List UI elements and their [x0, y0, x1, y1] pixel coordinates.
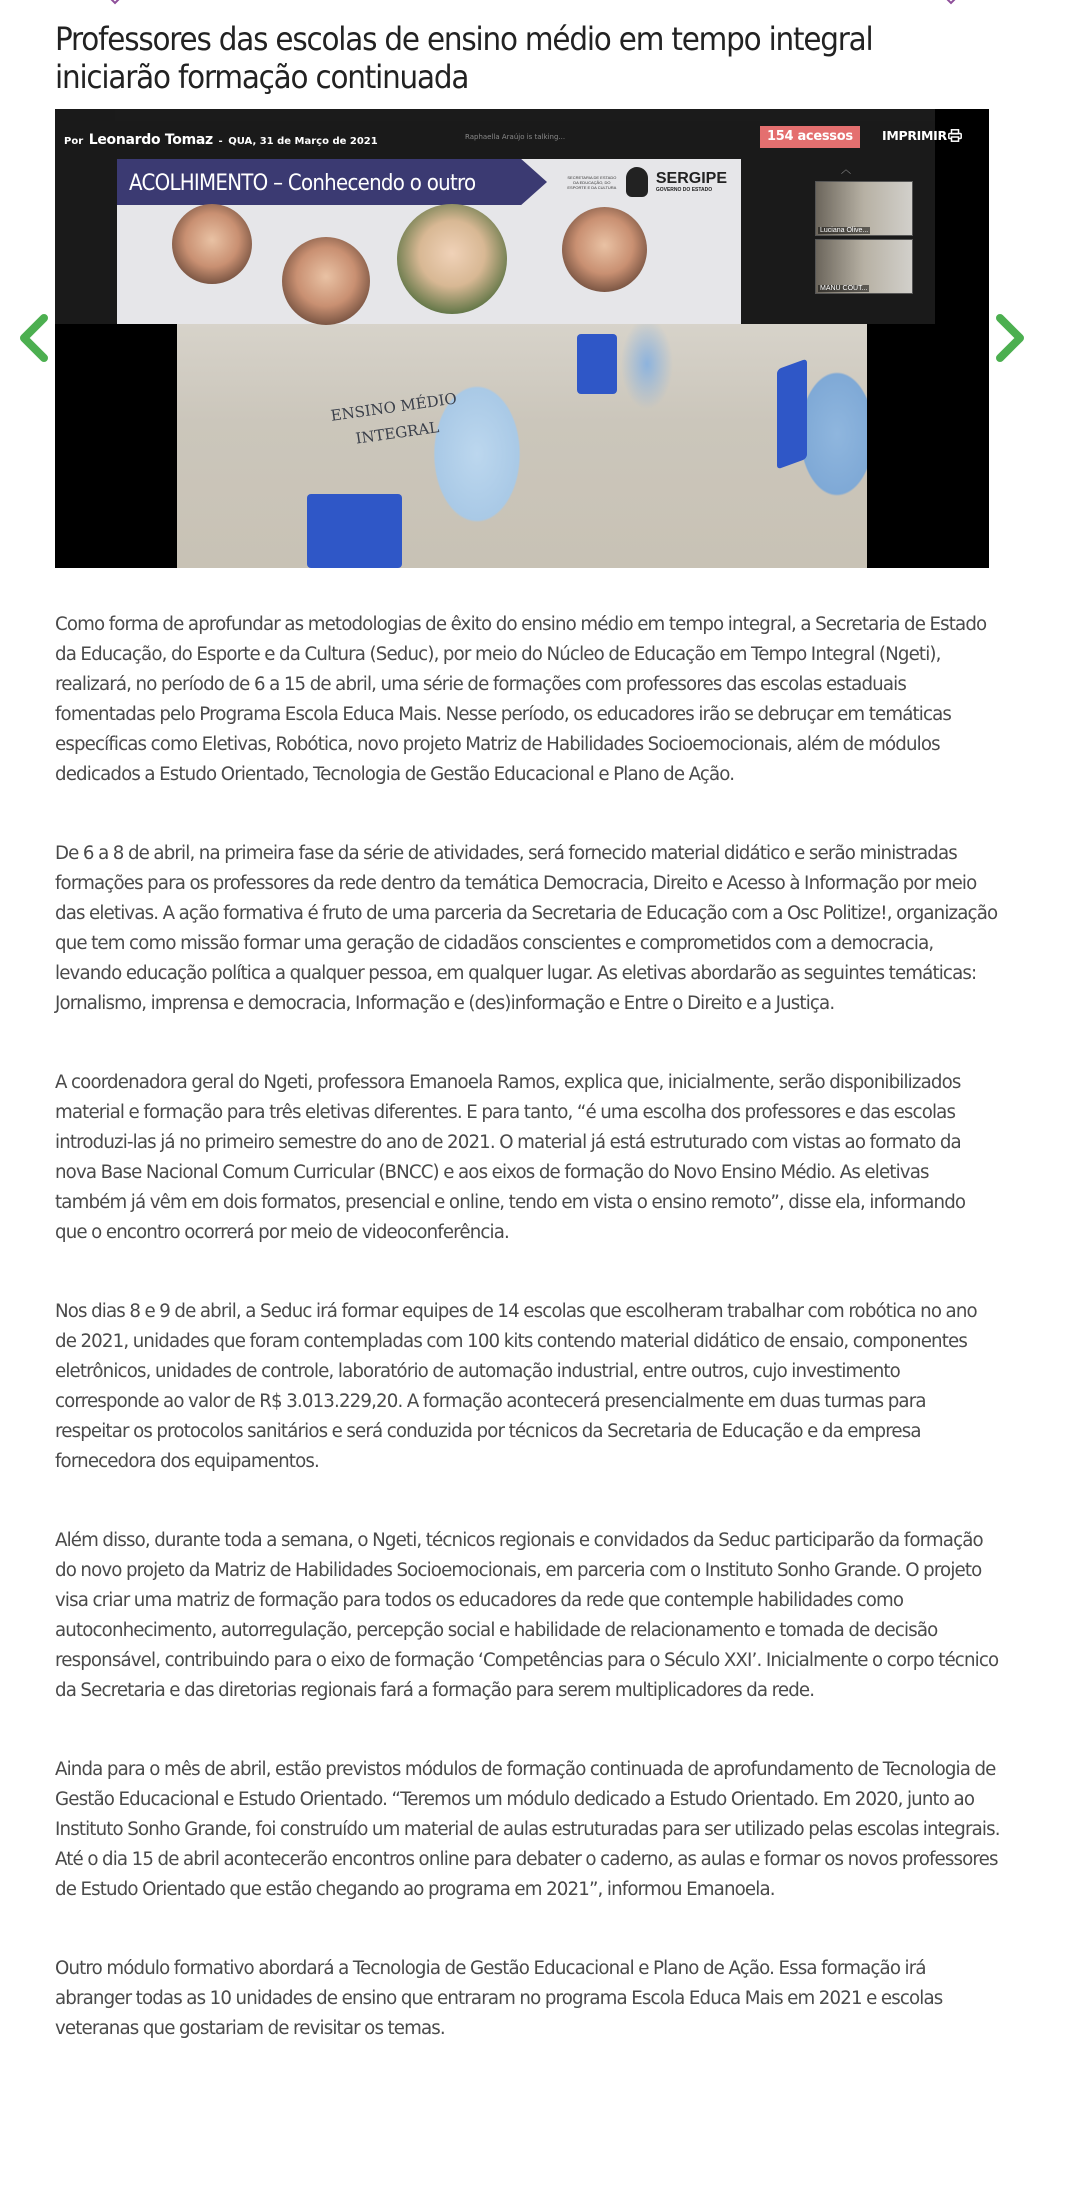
participant-photo — [282, 237, 370, 325]
article-paragraph: Ainda para o mês de abril, estão previstos módulos de formação continuada de aprofundamento de Tecnologia de Gestão Educacional e Estudo Orientado. “Teremos um módulo dedicado a Estudo Orientado. Em 2020, junto ao Instituto Sonho Grande, foi construído um material de aulas estruturadas para ser utilizado pelas escolas integrais. Até o dia 15 de abril acontecerão encontros online para debater o caderno, as aulas e formar os novos professores de Estudo Orientado que estão chegando ao programa em 2021”, informou Emanoela. — [55, 1759, 1000, 1900]
gallery-prev-button[interactable] — [16, 312, 50, 368]
views-badge: 154 acessos — [760, 126, 860, 148]
sergipe-logo: SECRETARIA DE ESTADO DA EDUCAÇÃO, DO ESPORTE E DA CULTURA SERGIPE GOVERNO DO ESTADO — [566, 167, 727, 197]
author-name[interactable]: Leonardo Tomaz — [88, 132, 213, 148]
shirt-text: ENSINO MÉDIO INTEGRAL — [329, 389, 458, 448]
printer-icon — [948, 129, 962, 142]
chevron-left-icon — [16, 312, 50, 368]
article-paragraph: A coordenadora geral do Ngeti, professora Emanoela Ramos, explica que, inicialmente, serão disponibilizados material e formação para três eletivas diferentes. E para tanto, “é uma escolha dos professores e das escolas introduzi-las já no primeiro semestre do ano de 2021. O material já está estruturado com vistas ao formato da nova Base Nacional Comum Curricular (BNCC) e aos eixos de formação do Novo Ensino Médio. As eletivas também já vêm em dois formatos, presencial e online, tendo em vista o ensino remoto”, disse ela, informando que o encontro ocorrerá por meio de videoconferência. — [55, 1072, 966, 1243]
gallery-next-button[interactable] — [994, 312, 1028, 368]
participant-photo — [397, 204, 507, 314]
article-paragraph: Como forma de aprofundar as metodologias de êxito do ensino médio em tempo integral, a Secretaria de Estado da Educação, do Esporte e da Cultura (Seduc), por meio do Núcleo de Educação em Tempo Integral (Ngeti), realizará, no período de 6 a 15 de abril, uma série de formações com professores das escolas estaduais fomentadas pelo Programa Escola Educa Mais. Nesse período, os educadores irão se debruçar em temáticas específicas como Eletivas, Robótica, novo projeto Matriz de Habilidades Socioemocionais, além de módulos dedicados a Estudo Orientado, Tecnologia de Gestão Educacional e Plano de Ação. — [55, 614, 987, 785]
print-button[interactable]: IMPRIMIR — [882, 128, 962, 143]
classroom-photo — [177, 324, 867, 568]
article-paragraph: Outro módulo formativo abordará a Tecnologia de Gestão Educacional e Plano de Ação. Essa formação irá abranger todas as 10 unidades de ensino que entraram no programa Escola Educa Mais em 2021 e escolas veteranas que gostariam de revisitar os temas. — [55, 1958, 943, 2039]
chevron-down-icon[interactable] — [944, 0, 958, 8]
publish-date: QUA, 31 de Março de 2021 — [228, 136, 378, 147]
gallery-image[interactable] — [55, 109, 989, 568]
chevron-down-icon[interactable] — [108, 0, 122, 8]
article-paragraph: Além disso, durante toda a semana, o Ngeti, técnicos regionais e convidados da Seduc participarão da formação do novo projeto da Matriz de Habilidades Socioemocionais, em parceria com o Instituto Sonho Grande. O projeto visa criar uma matriz de formação para todos os educadores da rede que contemple habilidades como autoconhecimento, autorregulação, percepção social e habilidade de relacionamento e tomada de decisão responsável, contribuindo para o eixo de formação ‘Competências para o Século XXI’. Inicialmente o corpo técnico da Secretaria e das diretorias regionais fará a formação para serem multiplicadores da rede. — [55, 1530, 999, 1701]
slide — [117, 159, 741, 324]
participant-photo — [172, 204, 252, 284]
article-paragraph: Nos dias 8 e 9 de abril, a Seduc irá formar equipes de 14 escolas que escolheram trabalhar com robótica no ano de 2021, unidades que foram contempladas com 100 kits contendo material didático de ensaio, componentes eletrônicos, unidades de controle, laboratório de automação industrial, entre outros, cujo investimento corresponde ao valor de R$ 3.013.229,20. A formação acontecerá presencialmente em duas turmas para respeitar os protocolos sanitários e será conduzida por técnicos da Secretaria de Educação e da empresa fornecedora dos equipamentos. — [55, 1301, 977, 1472]
article-paragraph: De 6 a 8 de abril, na primeira fase da série de atividades, será fornecido material didático e serão ministradas formações para os professores da rede dentro da temática Democracia, Direito e Acesso à Informação por meio das eletivas. A ação formativa é fruto de uma parceria da Secretaria de Educação com a Osc Politize!, organização que tem como missão formar uma geração de cidadãos conscientes e comprometidos com a democracia, levando educação política a qualquer pessoa, em qualquer lugar. As eletivas abordarão as seguintes temáticas: Jornalismo, imprensa e democracia, Informação e (des)informação e Entre o Direito e a Justiça. — [55, 843, 998, 1014]
zoom-overlay: ACOLHIMENTO – Conhecendo o outro SECRETARIA DE ESTADO DA EDUCAÇÃO, DO ESPORTE E DA CULTURA SERGIPE GOVERNO DO ESTADO Raphaella Araújo is talking... ︿ Luciana Olive... MANU COUT... — [55, 109, 935, 324]
participant-photo — [562, 207, 647, 292]
article-body — [55, 610, 1000, 2093]
zoom-side-panel: ︿ Luciana Olive... MANU COUT... — [783, 159, 929, 324]
slide-title: ACOLHIMENTO – Conhecendo o outro — [129, 171, 476, 196]
article-byline: Por Leonardo Tomaz - QUA, 31 de Março de 2021 — [64, 132, 378, 148]
chevron-right-icon — [994, 312, 1028, 368]
article-title: Professores das escolas de ensino médio em tempo integral iniciarão formação continuada — [55, 20, 873, 96]
